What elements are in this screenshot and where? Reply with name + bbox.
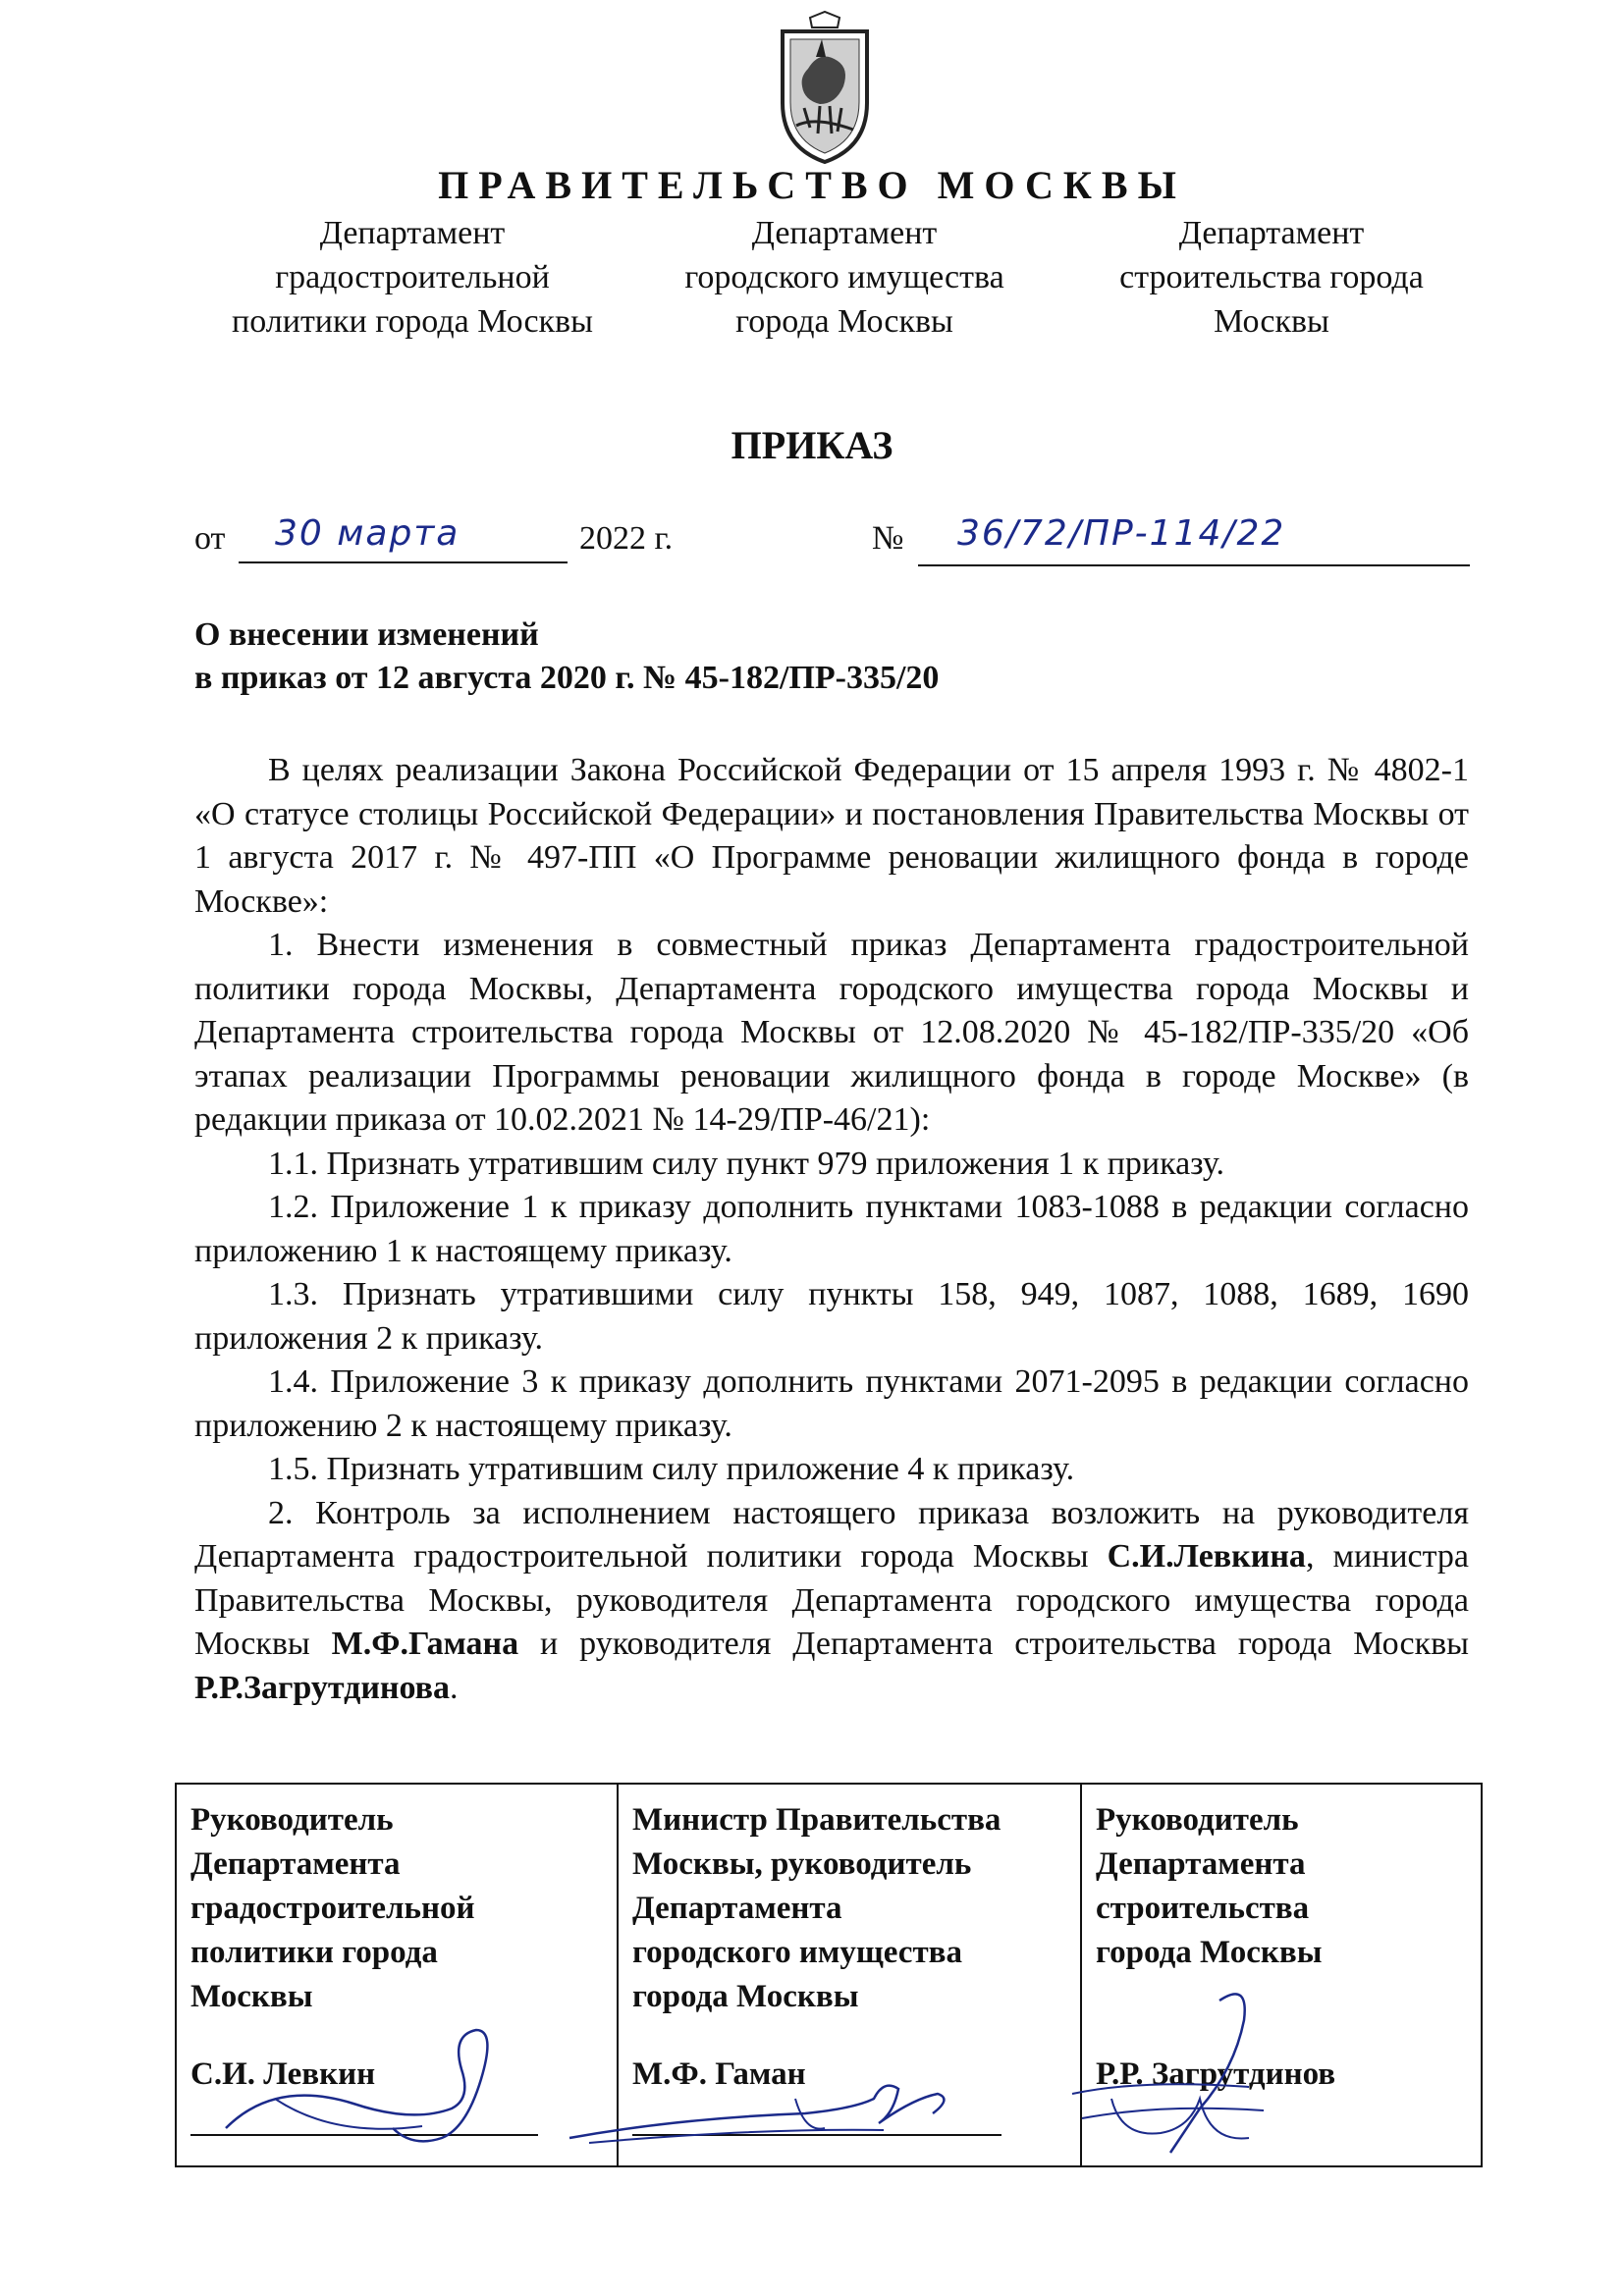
signature-cell-zagrutdinov: [1082, 1785, 1481, 2165]
signatory-title: Руководитель Департамента градостроительной политики города Москвы: [190, 1802, 475, 2014]
item-1-3-paragraph: 1.3. Признать утратившими силу пункты 158, 949, 1087, 1088, 1689, 1690 приложения 2 к приказу.: [194, 1276, 1469, 1357]
item-1-2-paragraph: 1.2. Приложение 1 к приказу дополнить пунктами 1083-1088 в редакции согласно приложению 1 к настоящему приказу.: [194, 1189, 1469, 1269]
department-urban-planning: Департамент градостроительной политики города Москвы: [232, 215, 593, 340]
item-2-text-a: 2. Контроль за исполнением настоящего приказа возложить на руководителя Департамента градостроительной политики города Москвы: [194, 1494, 1469, 1575]
document-title: ПРИКАЗ: [731, 423, 893, 467]
date-prefix: от: [194, 520, 226, 557]
item-2-text-c: и руководителя Департамента строительства города Москвы: [518, 1626, 1469, 1662]
order-subject: [194, 614, 939, 700]
subject-line-2: в приказ от 12 августа 2020 г. № 45-182/ПР-335/20: [194, 660, 940, 696]
item-2-text-b: , министра Правительства Москвы, руководителя Департамента городского имущества города Москвы: [194, 1538, 1470, 1662]
signatory-title: Министр Правительства Москвы, руководитель Департамента городского имущества города Москвы: [632, 1802, 1001, 2014]
order-body: [194, 749, 1469, 1710]
signature-cell-levkin: [177, 1785, 619, 2165]
item-1-5-paragraph: 1.5. Признать утратившим силу приложение 4 к приказу.: [268, 1451, 1075, 1487]
signature-line: [632, 2134, 1001, 2136]
number-underline: [918, 564, 1470, 566]
item-1-paragraph: 1. Внести изменения в совместный приказ Департамента градостроительной политики города Москвы, Департамента городского имущества города Москвы и Департамента строительства города Москвы от 12.08.2020 № 45-182/ПР-335/20 «Об этапах реализации Программы реновации жилищного фонда в городе Москве» (в редакции приказа от 10.02.2021 № 14-29/ПР-46/21):: [194, 927, 1469, 1138]
date-underline: [239, 561, 568, 563]
signatory-name: М.Ф. Гаман: [632, 2056, 806, 2092]
subject-line-1: О внесении изменений: [194, 616, 539, 653]
signature-table: [175, 1783, 1483, 2167]
government-heading: ПРАВИТЕЛЬСТВО МОСКВЫ: [438, 163, 1186, 207]
date-handwritten: 30 марта: [275, 513, 460, 554]
signatory-name: Р.Р. Загрутдинов: [1096, 2056, 1336, 2092]
signature-cell-gaman: [619, 1785, 1082, 2165]
item-2-name-levkin: С.И.Левкина: [1107, 1538, 1306, 1575]
item-2-name-zagrutdinov: Р.Р.Загрутдинова: [194, 1669, 451, 1706]
preamble-paragraph: В целях реализации Закона Российской Федерации от 15 апреля 1993 г. № 4802-1 «О статусе столицы Российской Федерации» и постановления Правительства Москвы от 1 августа 2017 г. № 497-ПП «О Программе реновации жилищного фонда в городе Москве»:: [194, 752, 1469, 920]
number-prefix: №: [872, 520, 904, 557]
item-1-1-paragraph: 1.1. Признать утратившим силу пункт 979 приложения 1 к приказу.: [268, 1145, 1224, 1182]
number-handwritten: 36/72/ПР-114/22: [957, 513, 1286, 554]
signatory-name: С.И. Левкин: [190, 2056, 376, 2092]
date-year: 2022 г.: [579, 520, 674, 557]
signature-line: [190, 2134, 538, 2136]
department-construction: Департамент строительства города Москвы: [1119, 215, 1424, 340]
item-2-name-gaman: М.Ф.Гамана: [331, 1626, 519, 1662]
item-2-paragraph: [194, 1492, 1469, 1711]
department-city-property: Департамент городского имущества города Москвы: [684, 215, 1004, 340]
signatory-title: Руководитель Департамента строительства города Москвы: [1096, 1802, 1323, 1970]
moscow-coat-of-arms-emblem: [761, 10, 889, 167]
item-1-4-paragraph: 1.4. Приложение 3 к приказу дополнить пунктами 2071-2095 в редакции согласно приложению 2 к настоящему приказу.: [194, 1363, 1469, 1444]
item-2-text-d: .: [450, 1669, 459, 1706]
